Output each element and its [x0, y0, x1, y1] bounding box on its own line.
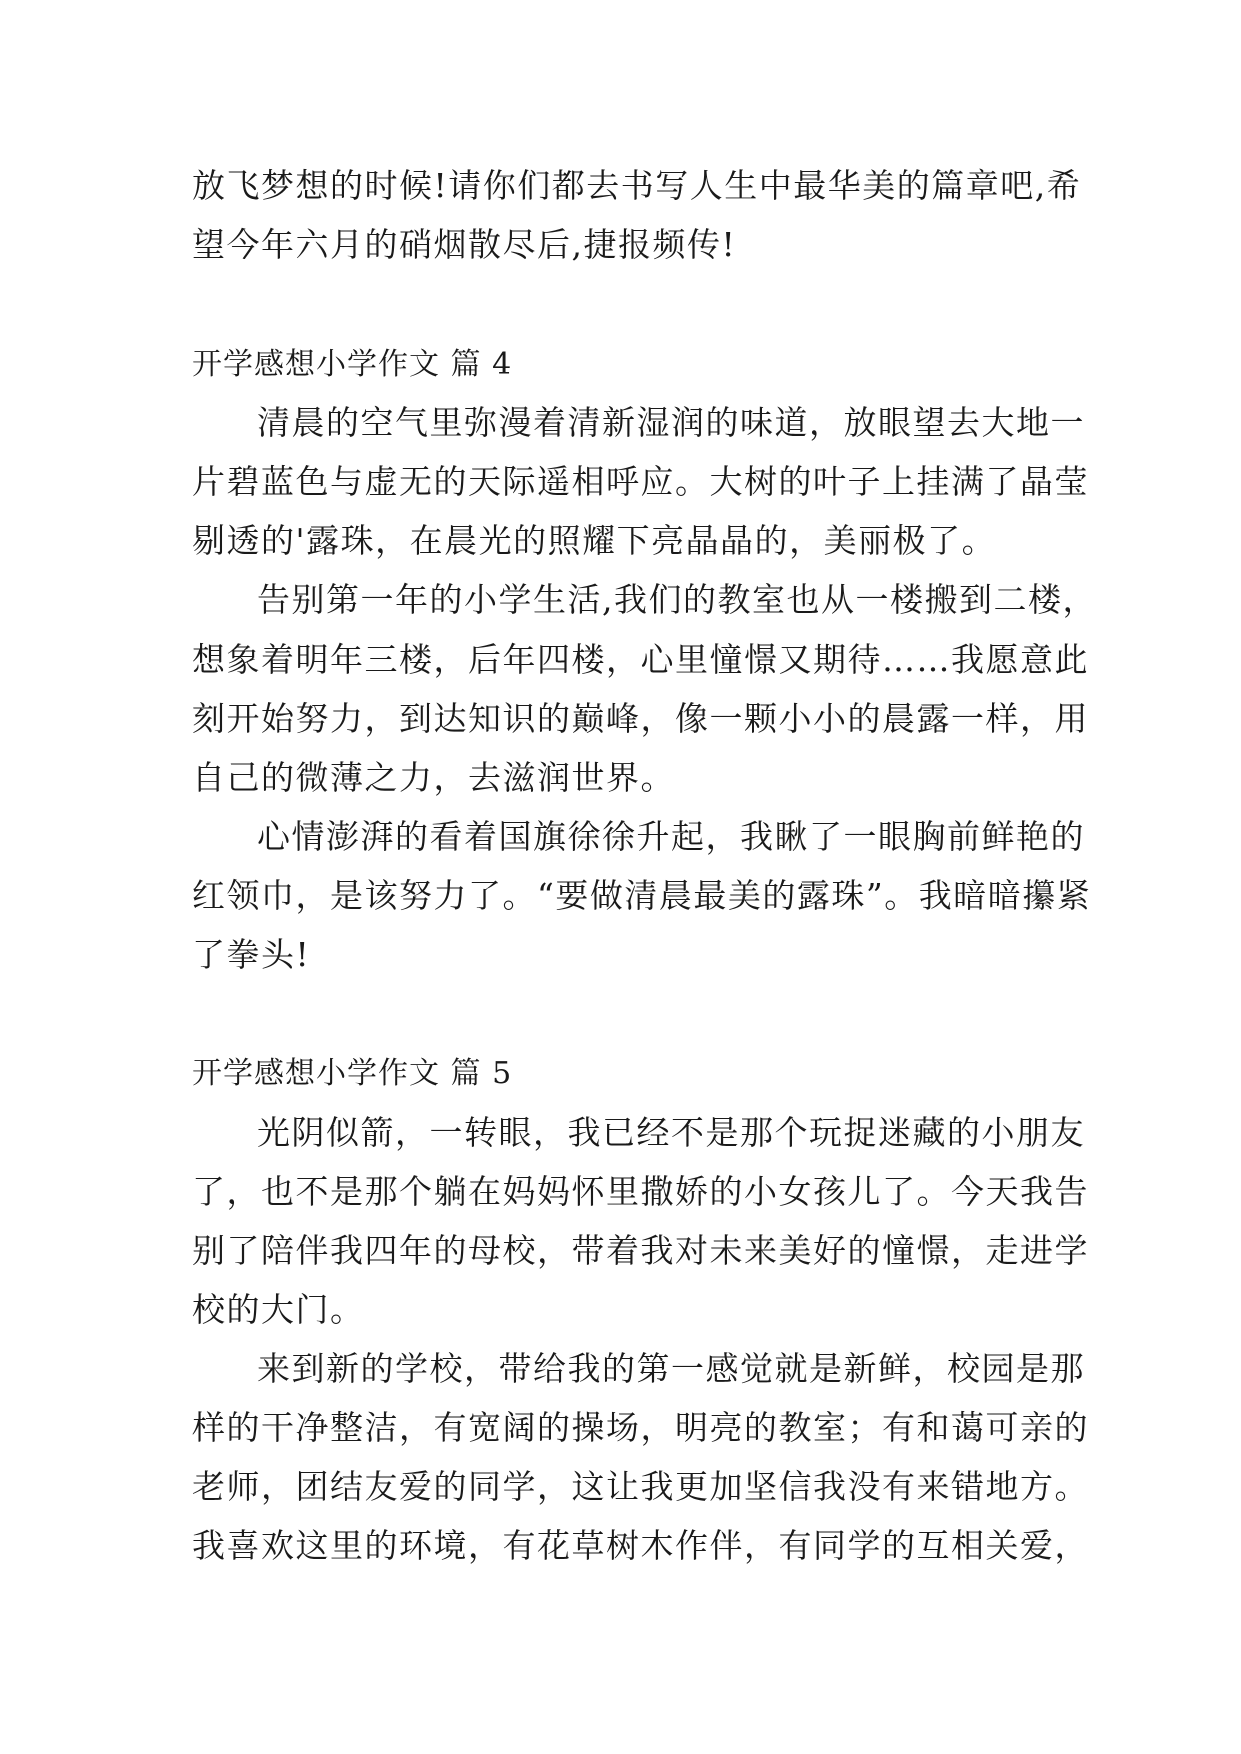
paragraph-line: 自己的微薄之力，去滋润世界。 — [192, 758, 675, 797]
paragraph-line: 了，也不是那个躺在妈妈怀里撒娇的小女孩儿了。今天我告 — [192, 1172, 1089, 1211]
paragraph-line: 清晨的空气里弥漫着清新湿润的味道，放眼望去大地一 — [257, 403, 1085, 442]
paragraph-line: 刻开始努力，到达知识的巅峰，像一颗小小的晨露一样，用 — [192, 699, 1089, 738]
paragraph-line: 了拳头! — [192, 935, 311, 974]
paragraph-line: 我喜欢这里的环境，有花草树木作伴，有同学的互相关爱， — [192, 1526, 1089, 1565]
paragraph-line: 样的干净整洁，有宽阔的操场，明亮的教室；有和蔼可亲的 — [192, 1408, 1089, 1447]
intro-line: 望今年六月的硝烟散尽后,捷报频传! — [192, 225, 737, 264]
paragraph-line: 剔透的'露珠，在晨光的照耀下亮晶晶的，美丽极了。 — [192, 521, 997, 560]
paragraph-line: 心情澎湃的看着国旗徐徐升起，我瞅了一眼胸前鲜艳的 — [257, 817, 1085, 856]
section-heading: 开学感想小学作文 篇 4 — [192, 347, 513, 382]
paragraph-line: 告别第一年的小学生活,我们的教室也从一楼搬到二楼， — [257, 580, 1097, 619]
paragraph-line: 老师，团结友爱的同学，这让我更加坚信我没有来错地方。 — [192, 1467, 1089, 1506]
paragraph-line: 来到新的学校，带给我的第一感觉就是新鲜，校园是那 — [257, 1349, 1085, 1388]
intro-line: 放飞梦想的时候!请你们都去书写人生中最华美的篇章吧,希 — [192, 166, 1082, 205]
paragraph-line: 想象着明年三楼，后年四楼，心里憧憬又期待……我愿意此 — [192, 640, 1089, 679]
paragraph-line: 红领巾，是该努力了。“要做清晨最美的露珠”。我暗暗攥紧 — [192, 876, 1092, 915]
paragraph-line: 别了陪伴我四年的母校，带着我对未来美好的憧憬，走进学 — [192, 1231, 1089, 1270]
paragraph-line: 光阴似箭，一转眼，我已经不是那个玩捉迷藏的小朋友 — [257, 1113, 1085, 1152]
paragraph-line: 校的大门。 — [192, 1290, 365, 1329]
section-heading: 开学感想小学作文 篇 5 — [192, 1056, 513, 1091]
paragraph-line: 片碧蓝色与虚无的天际遥相呼应。大树的叶子上挂满了晶莹 — [192, 462, 1089, 501]
